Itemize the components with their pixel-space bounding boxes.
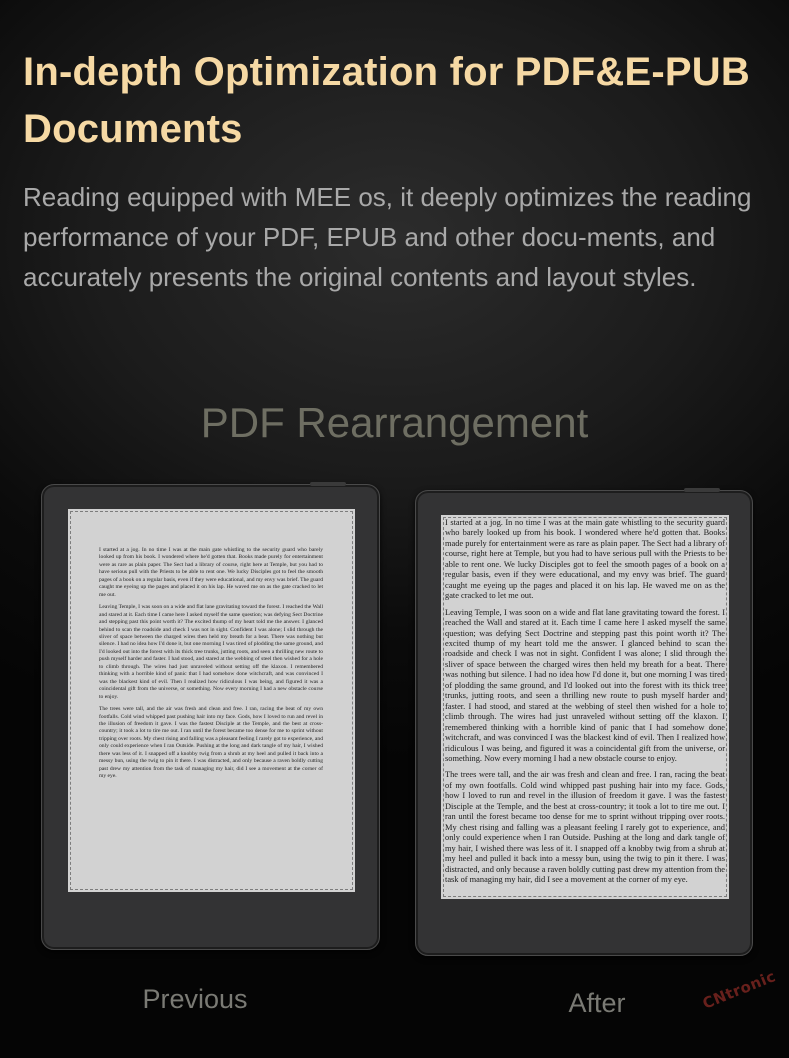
paragraph: Leaving Temple, I was soon on a wide and flat lane gravitating toward the forest. I reached the Wall and stared at it. Each time I came here I asked myself the same question; was defying Sect Doctrine and stepping past this point worth it? The excited thump of my heart told me the answer. I glanced behind to scan the roadside and check I was not in sight. Confident I was alone; I slid through the sliver of space between the charged wires then held my breath for a beat. There was nothing but silence. I had no idea how I'd done it, but one morning I was tired of plodding the same ground, and I'd looked out into the forest with its thick tree trunks, jutting roots, and seen a thrilling new route to push myself harder and faster. I had stood, and stared at the webbing of steel then wished for a hole to climb through. The wires had just unraveled without setting off the klaxon. I remembered thinking with a horrible kind of panic that I had somehow done witchcraft, and was convinced I was the blackest kind of evil. Then I realized how ridiculous I was being, and figured it was a coincidental gift from the universe, or something. Now every morning I had a new obstacle course to enjoy. [99, 604, 323, 700]
power-button [310, 482, 346, 486]
ereader-after [415, 490, 753, 956]
caption-after: After [568, 988, 626, 1018]
ereader-before [41, 484, 380, 950]
paragraph: I started at a jog. In no time I was at the main gate whistling to the security guard who barely looked up from his book. I wondered where he'd gotten that. Books made purely for entertainment were as rare as plain paper. The Sect had a library of course, right here at Temple, but you had to have serious pull with the Priests to be able to rent one. We lucky Disciples got to feel the smooth pages of a book on a regular basis, even if they were educational, and my envy was brief. The guard caught me eyeing up the pages and placed it on his lap. He waved me on as the gate cracked to let me out. [99, 547, 323, 598]
ereader-screen-after [441, 515, 729, 899]
paragraph: The trees were tall, and the air was fresh and clean and free. I ran, racing the beat of my own footfalls. Cold wind whipped past pushing hair into my face. Gods, how I loved to run and revel in the illusion of freedom it gave. I was the fastest Disciple at the Temple, and the best at cross-country; it took a lot to tire me out. I ran until the forest became too dense for me to sprint without tripping over roots. My chest rising and falling was a pleasant feeling I rarely got to experience, and only could experience when I ran Outside. Pushing at the long and dark tangle of my hair, I wished there was less of it. I snapped off a knobby twig from a shrub at my heel and pulled it back into a messy bun, using the twig to pin it there. I was distracted, and only because a raven boldly cutting past drew my attention from the task of managing my hair, did I see a movement at the corner of my eye. [99, 706, 323, 780]
watermark-logo: CNtronic [700, 967, 779, 1013]
paragraph: Leaving Temple, I was soon on a wide and flat lane gravitating toward the forest. I reached the Wall and stared at it. Each time I came here I asked myself the same question; was defying Sect Doctrine and stepping past this point worth it? The excited thump of my heart told me the answer. I glanced behind to scan the roadside and check I was not in sight. Confident I was alone; I slid through the sliver of space between the charged wires then held my breath for a beat. There was nothing but silence. I had no idea how I'd done it, but one morning I was tired of plodding the same ground, and I'd looked out into the forest with its thick tree trunks, jutting roots, and seen a thrilling new route to push myself harder and faster. I had stood, and stared at the webbing of steel then wished for a hole to climb through. The wires had just unraveled without setting off the klaxon. I remembered thinking with a horrible kind of panic that I had somehow done witchcraft, and was convinced I was the blackest kind of evil. Then I realized how ridiculous I was being, and figured it was a coincidental gift from the universe, or something. Now every morning I had a new obstacle course to enjoy. [445, 607, 725, 763]
page-title: In-depth Optimization for PDF&E-PUB Documents [23, 50, 750, 151]
paragraph: I started at a jog. In no time I was at the main gate whistling to the security guard who barely looked up from his book. I wondered where he'd gotten that. Books made purely for entertainment were as rare as plain paper. The Sect had a library of course, right here at Temple, but you had to have serious pull with the Priests to be able to rent one. We lucky Disciples got to feel the smooth pages of a book on a regular basis, even if they were educational, and my envy was brief. The guard caught me eyeing up the pages and placed it on his lap. He waved me on as the gate cracked to let me out. [445, 518, 725, 601]
section-title: PDF Rearrangement [200, 399, 589, 446]
page-description: Reading equipped with MEE os, it deeply optimizes the reading performance of your PDF, EPUB and other docu-ments, and accurately presents the original contents and layout styles. [23, 182, 752, 292]
page-text-before [99, 547, 323, 786]
page-text-after [445, 518, 725, 891]
ereader-screen-before [68, 509, 355, 892]
power-button [684, 488, 720, 492]
caption-previous: Previous [142, 984, 248, 1014]
paragraph: The trees were tall, and the air was fresh and clean and free. I ran, racing the beat of my own footfalls. Cold wind whipped past pushing hair into my face. Gods, how I loved to run and revel in the illusion of freedom it gave. I was the fastest Disciple at the Temple, and the best at cross-country; it took a lot to tire me out. I ran until the forest became too dense for me to sprint without tripping over roots. My chest rising and falling was a pleasant feeling I rarely got to experience, and only could experience when I ran Outside. Pushing at the long and dark tangle of my hair, I wished there was less of it. I snapped off a knobby twig from a shrub at my heel and pulled it back into a messy bun, using the twig to pin it there. I was distracted, and only because a raven boldly cutting past drew my attention from the task of managing my hair, did I see a movement at the corner of my eye. [445, 770, 725, 884]
